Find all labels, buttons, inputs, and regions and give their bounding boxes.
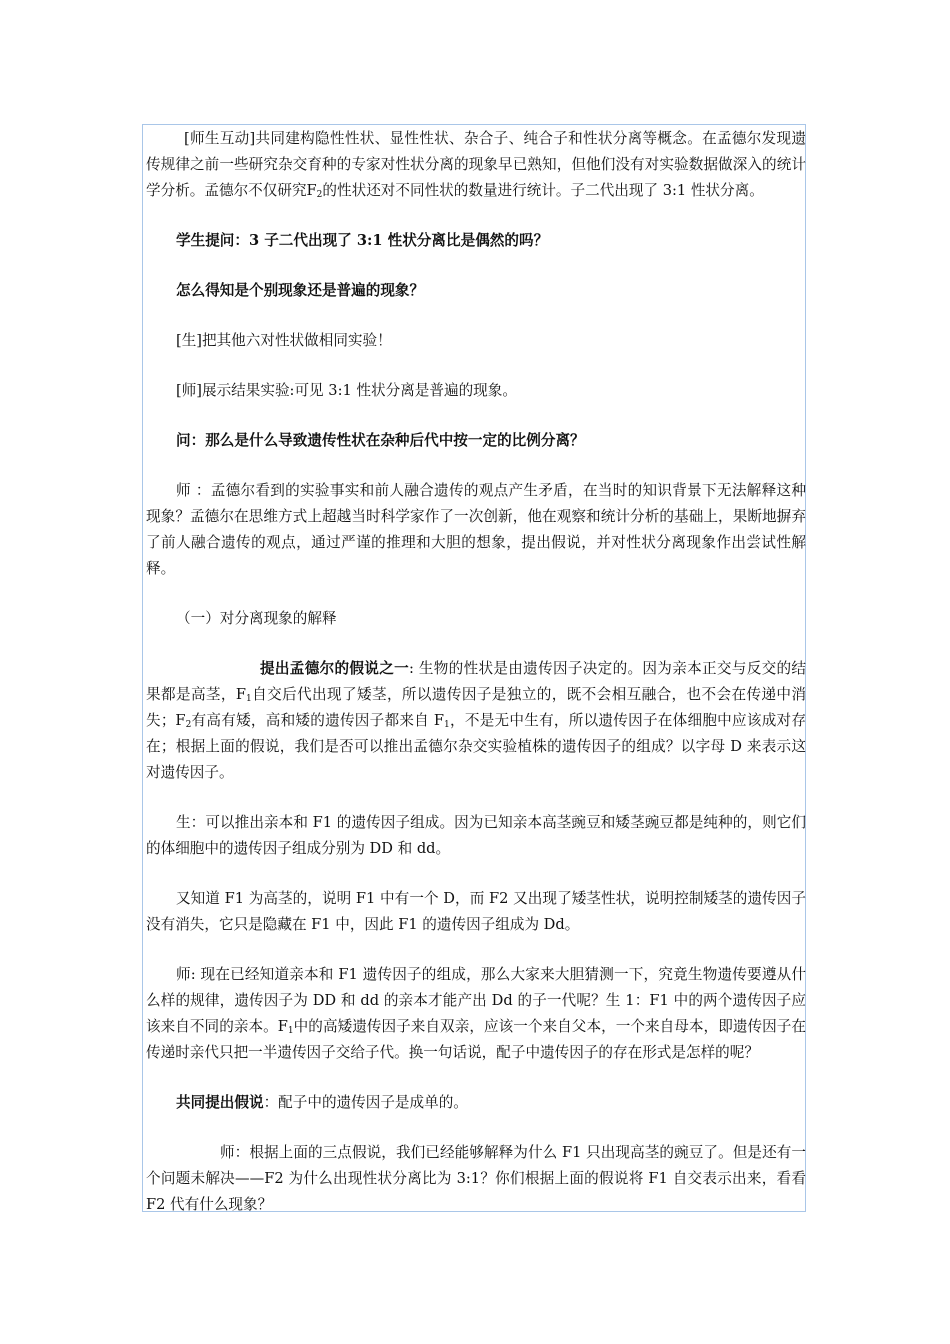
- paragraph-hypothesis-one: [146, 656, 806, 786]
- paragraph-student-question: 学生提问：3 子二代出现了 3:1 性状分离比是偶然的吗？: [176, 232, 549, 249]
- paragraph-joint-hypothesis: [146, 1090, 806, 1116]
- paragraph-teacher-student-interaction: [146, 126, 806, 204]
- paragraph-f1-composition: 又知道 F1 为高茎的，说明 F1 中有一个 D，而 F2 又出现了矮茎性状，说明控制矮茎的遗传因子没有消失，它只是隐藏在 F1 中，因此 F1 的遗传因子组成为 Dd。: [146, 890, 806, 933]
- paragraph-text: 中的高矮遗传因子来自双亲，应该一个来自父本，一个来自母本，即遗传因子在传递时亲代只把一半遗传因子交给子代。换一句话说，配子中遗传因子的存在形式是怎样的呢？: [146, 1018, 806, 1061]
- subscript: 2: [316, 190, 323, 200]
- paragraph-question-cause: 问：那么是什么导致遗传性状在杂种后代中按一定的比例分离？: [176, 432, 585, 449]
- paragraph-teacher-explanation: 师 ：孟德尔看到的实验事实和前人融合遗传的观点产生矛盾，在当时的知识背景下无法解释这种现象？孟德尔在思维方式上超越当时科学家作了一次创新，他在观察和统计分析的基础上，果断地摒弃了前人融合遗传的观点，通过严谨的推理和大胆的想象，提出假说，并对性状分离现象作出尝试性解释。: [146, 482, 806, 577]
- paragraph-teacher-result: [师]展示结果实验:可见 3:1 性状分离是普遍的现象。: [176, 382, 517, 399]
- paragraph-text: 自交后代出现了矮茎，所以遗传因子是独立的，既不会相互融合，也不会在传递中消失；F: [146, 686, 806, 729]
- subscript: 1: [287, 1026, 294, 1036]
- paragraph-student-inference: 生：可以推出亲本和 F1 的遗传因子组成。因为已知亲本高茎豌豆和矮茎豌豆都是纯种的，则它们的体细胞中的遗传因子组成分别为 DD 和 dd。: [146, 814, 806, 857]
- document-body: [146, 126, 806, 1242]
- paragraph-text: 师: 现在已经知道亲本和 F1 遗传因子的组成，那么大家来大胆猜测一下，究竟生物遗传要遵从什么样的规律，遗传因子为 DD 和 dd 的亲本才能产出 Dd 的子一代呢？生 1：F1 中的两个遗传因子应该来自不同的亲本。F: [146, 966, 806, 1035]
- paragraph-teacher-f2: 师：根据上面的三点假说，我们已经能够解释为什么 F1 只出现高茎的豌豆了。但是还有一个问题未解决——F2 为什么出现性状分离比为 3:1？你们根据上面的假说将 F1 自交表示出来，看看 F2 代有什么现象？: [146, 1144, 806, 1213]
- paragraph-teacher-guess: [146, 962, 806, 1066]
- paragraph-text: ，不是无中生有，所以遗传因子在体细胞中应该成对存在；根据上面的假说，我们是否可以推出孟德尔杂交实验植株的遗传因子的组成？以字母 D 来表示这对遗传因子。: [146, 712, 806, 781]
- bold-lead: 提出孟德尔的假说之一: [260, 660, 410, 677]
- subscript: 1: [444, 720, 450, 730]
- paragraph-text: [师生互动]共同建构隐性性状、显性性状、杂合子、纯合子和性状分离等概念。在孟德尔发现遗传规律之前一些研究杂交育种的专家对性状分离的现象早已熟知，但他们没有对实验数据做深入的统计学分析。孟德尔不仅研究F: [146, 130, 806, 199]
- paragraph-text: ：配子中的遗传因子是成单的。: [263, 1094, 468, 1111]
- paragraph-text: 有高有矮，高和矮的遗传因子都来自 F: [191, 712, 445, 729]
- paragraph-question-general: 怎么得知是个别现象还是普遍的现象？: [176, 282, 425, 299]
- paragraph-text: 的性状还对不同性状的数量进行统计。子二代出现了 3:1 性状分离。: [322, 182, 764, 199]
- bold-lead: 共同提出假说: [176, 1094, 264, 1111]
- paragraph-student-answer: [生]把其他六对性状做相同实验！: [176, 332, 392, 349]
- subscript: 2: [185, 720, 192, 730]
- paragraph-text: : 生物的性状是由遗传因子决定的。因为亲本正交与反交的结果都是高茎，F: [146, 660, 806, 703]
- subscript: 1: [246, 694, 252, 704]
- section-heading: （一）对分离现象的解释: [176, 610, 337, 627]
